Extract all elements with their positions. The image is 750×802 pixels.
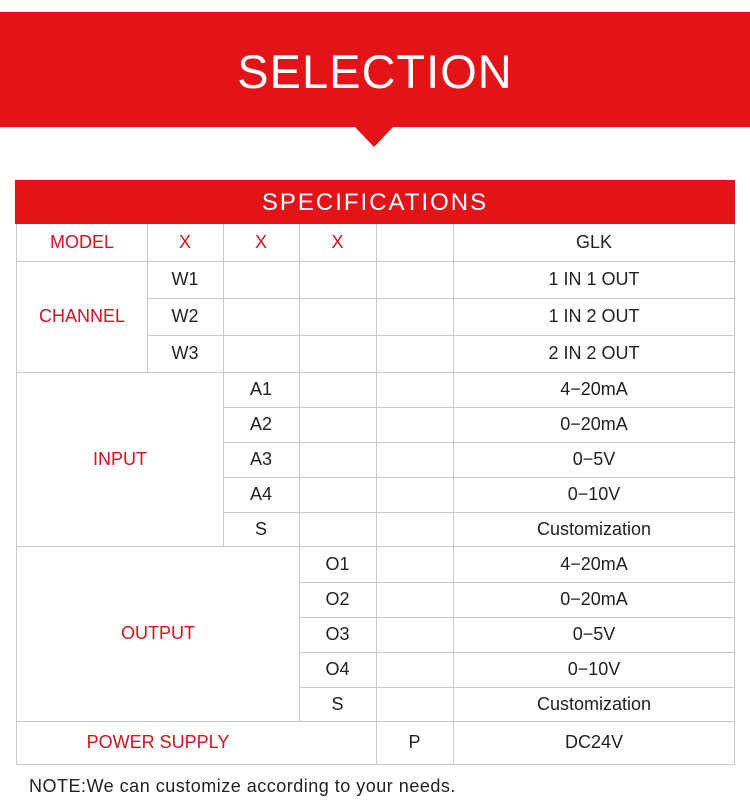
output-value: 0−20mA	[560, 589, 628, 609]
channel-code: W1	[171, 269, 199, 289]
channel-label: CHANNEL	[38, 306, 126, 326]
input-value: 0−10V	[567, 484, 621, 504]
input-code: A4	[249, 484, 273, 504]
input-code: A2	[249, 414, 273, 434]
input-code: A1	[249, 379, 273, 399]
channel-value: 1 IN 1 OUT	[548, 269, 640, 289]
output-code: O1	[325, 553, 350, 574]
model-code-2: X	[254, 232, 267, 252]
output-code: O3	[325, 624, 350, 644]
power-supply-label: POWER SUPPLY	[86, 732, 230, 752]
banner-arrow-icon	[354, 126, 394, 147]
power-supply-code: P	[408, 732, 421, 752]
model-code-1: X	[178, 232, 191, 252]
output-code: S	[331, 693, 344, 714]
input-code: S	[254, 518, 267, 539]
input-value: 4−20mA	[560, 379, 628, 399]
customization-note: NOTE:We can customize according to your needs.	[29, 776, 456, 796]
output-value: 4−20mA	[560, 553, 628, 574]
output-label: OUTPUT	[121, 623, 195, 643]
specifications-header: SPECIFICATIONS	[15, 180, 735, 224]
output-value: 0−10V	[567, 659, 621, 679]
power-supply-value: DC24V	[564, 732, 624, 752]
model-label: MODEL	[49, 232, 114, 252]
channel-value: 1 IN 2 OUT	[548, 306, 640, 326]
output-value: 0−5V	[572, 624, 616, 644]
channel-value: 2 IN 2 OUT	[548, 343, 640, 363]
channel-code: W3	[171, 343, 199, 363]
output-code: O2	[325, 589, 350, 609]
model-value: GLK	[575, 232, 613, 252]
input-value: 0−20mA	[560, 414, 628, 434]
channel-code: W2	[171, 306, 199, 326]
output-value: Customization	[536, 693, 652, 714]
banner-title: SELECTION	[237, 45, 513, 98]
model-code-3: X	[331, 232, 344, 252]
input-code: A3	[249, 449, 273, 469]
specifications-table	[16, 224, 735, 765]
input-value: 0−5V	[572, 449, 616, 469]
input-label: INPUT	[93, 448, 147, 469]
input-value: Customization	[536, 518, 652, 539]
output-code: O4	[325, 659, 350, 679]
col-divider	[376, 224, 377, 764]
